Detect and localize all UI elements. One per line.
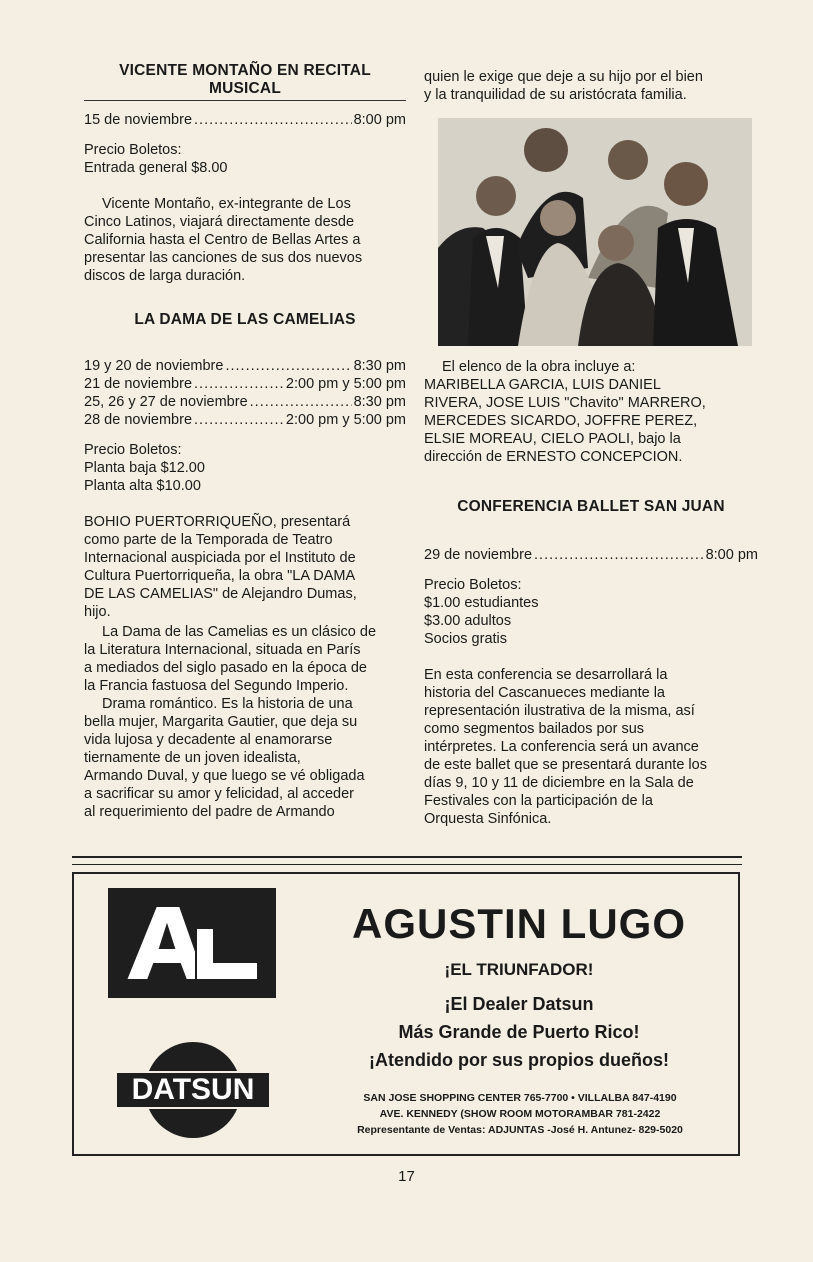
dealer-line3: ¡Atendido por sus propios dueños! bbox=[369, 1050, 669, 1070]
price-item: Socios gratis bbox=[424, 631, 508, 647]
recital-title-line1: VICENTE MONTAÑO EN RECITAL bbox=[119, 62, 371, 79]
dama-drama bbox=[84, 695, 406, 821]
right-column bbox=[424, 68, 758, 828]
price-item: $3.00 adultos bbox=[424, 613, 512, 629]
dealer-tagline: ¡EL TRIUNFADOR! bbox=[444, 960, 594, 979]
left-column bbox=[84, 62, 406, 821]
cast-photo bbox=[438, 118, 752, 346]
schedule-date: 29 de noviembre bbox=[424, 547, 533, 563]
text-line: MARIBELLA GARCIA, LUIS DANIEL bbox=[424, 377, 661, 393]
dama-section bbox=[84, 311, 406, 821]
datsun-brand: DATSUN bbox=[131, 1073, 255, 1106]
text-line: vida lujosa y decadente al enamorarse bbox=[84, 732, 333, 748]
text-line: California hasta el Centro de Bellas Artes a bbox=[84, 232, 361, 248]
text-line: como segmentos bailados por sus bbox=[424, 721, 645, 737]
price-item: $1.00 estudiantes bbox=[424, 595, 539, 611]
schedule-time: 2:00 pm y 5:00 pm bbox=[285, 412, 406, 428]
ballet-title: CONFERENCIA BALLET SAN JUAN bbox=[457, 498, 725, 515]
text-line: BOHIO PUERTORRIQUEÑO, presentará bbox=[84, 514, 351, 530]
schedule-time: 8:00 pm bbox=[353, 112, 406, 128]
dealer-line2: Más Grande de Puerto Rico! bbox=[398, 1022, 640, 1042]
schedule-row bbox=[424, 546, 758, 564]
divider bbox=[84, 100, 406, 101]
text-line: Cultura Puertorriqueña, la obra "LA DAMA bbox=[84, 568, 356, 584]
al-logo-icon bbox=[108, 888, 276, 998]
schedule-time: 8:30 pm bbox=[353, 358, 406, 374]
text-line: la Francia fastuosa del Segundo Imperio. bbox=[84, 678, 349, 694]
text-line: de este ballet que se presentará durante los bbox=[424, 757, 707, 773]
schedule-date: 21 de noviembre bbox=[84, 376, 193, 392]
text-line: a sacrificar su amor y felicidad, al acceder bbox=[84, 786, 354, 802]
text-line: La Dama de las Camelias es un clásico de bbox=[102, 624, 377, 640]
text-line: quien le exige que deje a su hijo por el bien bbox=[424, 69, 703, 85]
text-line: Festivales con la participación de la bbox=[424, 793, 653, 809]
text-line: a mediados del siglo pasado en la época de bbox=[84, 660, 367, 676]
text-line: bella mujer, Margarita Gautier, que deja su bbox=[84, 714, 358, 730]
text-line: hijo. bbox=[84, 604, 111, 620]
cast-photo-image bbox=[438, 118, 752, 346]
price-item: Planta baja $12.00 bbox=[84, 460, 205, 476]
datsun-logo bbox=[116, 1040, 270, 1140]
dealer-line1: ¡El Dealer Datsun bbox=[444, 994, 594, 1014]
text-line: Orquesta Sinfónica. bbox=[424, 811, 552, 827]
dealer-contact1: SAN JOSE SHOPPING CENTER 765-7700 • VILLALBA 847-4190 bbox=[363, 1092, 677, 1104]
section-divider bbox=[72, 856, 742, 865]
text-line: Drama romántico. Es la historia de una bbox=[102, 696, 353, 712]
text-line: presentar las canciones de sus dos nuevos bbox=[84, 250, 363, 266]
price-label: Precio Boletos: bbox=[84, 142, 182, 158]
dealer-name: AGUSTIN LUGO bbox=[352, 900, 686, 947]
schedule-row bbox=[84, 393, 406, 411]
text-line: representación ilustrativa de la misma, así bbox=[424, 703, 695, 719]
text-line: Vicente Montaño, ex-integrante de Los bbox=[102, 196, 351, 212]
schedule-row bbox=[84, 111, 406, 129]
ballet-section bbox=[424, 498, 758, 828]
al-logo bbox=[108, 888, 276, 998]
text-line: y la tranquilidad de su aristócrata familia. bbox=[424, 87, 687, 103]
text-line: En esta conferencia se desarrollará la bbox=[424, 667, 668, 683]
cast-list bbox=[424, 358, 758, 466]
text-line: El elenco de la obra incluye a: bbox=[442, 359, 636, 375]
price-item: Planta alta $10.00 bbox=[84, 478, 201, 494]
price-label: Precio Boletos: bbox=[424, 577, 522, 593]
schedule-date: 15 de noviembre bbox=[84, 112, 193, 128]
schedule-time: 2:00 pm y 5:00 pm bbox=[285, 376, 406, 392]
schedule-time: 8:30 pm bbox=[353, 394, 406, 410]
text-line: DE LAS CAMELIAS" de Alejandro Dumas, bbox=[84, 586, 357, 602]
text-line: la Literatura Internacional, situada en París bbox=[84, 642, 361, 658]
dama-continuation bbox=[424, 68, 758, 104]
page-number: 17 bbox=[398, 1168, 415, 1185]
text-line: tiernamente de un joven idealista, bbox=[84, 750, 301, 766]
recital-title-line2: MUSICAL bbox=[208, 80, 281, 97]
text-line: Internacional auspiciada por el Instituto de bbox=[84, 550, 356, 566]
dealer-contact3: Representante de Ventas: ADJUNTAS -José H. Antunez- 829-5020 bbox=[357, 1124, 683, 1136]
schedule-row bbox=[84, 357, 406, 375]
text-line: como parte de la Temporada de Teatro bbox=[84, 532, 333, 548]
recital-section bbox=[84, 62, 406, 285]
text-line: Armando Duval, y que luego se vé obligada bbox=[84, 768, 365, 784]
text-line: ELSIE MOREAU, CIELO PAOLI, bajo la bbox=[424, 431, 681, 447]
text-line: RIVERA, JOSE LUIS "Chavito" MARRERO, bbox=[424, 395, 706, 411]
dama-intro bbox=[84, 513, 406, 621]
schedule-date: 19 y 20 de noviembre bbox=[84, 358, 224, 374]
ballet-description bbox=[424, 666, 758, 828]
schedule-date: 25, 26 y 27 de noviembre bbox=[84, 394, 248, 410]
schedule-row bbox=[84, 375, 406, 393]
dealer-contact2: AVE. KENNEDY (SHOW ROOM MOTORAMBAR 781-2422 bbox=[379, 1108, 661, 1120]
price-label: Precio Boletos: bbox=[84, 442, 182, 458]
dama-title: LA DAMA DE LAS CAMELIAS bbox=[134, 311, 356, 328]
price-item: Entrada general $8.00 bbox=[84, 160, 228, 176]
dama-classic bbox=[84, 623, 406, 695]
text-line: al requerimiento del padre de Armando bbox=[84, 804, 335, 820]
text-line: MERCEDES SICARDO, JOFFRE PEREZ, bbox=[424, 413, 698, 429]
text-line: historia del Cascanueces mediante la bbox=[424, 685, 665, 701]
text-line: discos de larga duración. bbox=[84, 268, 246, 284]
text-line: intérpretes. La conferencia será un avance bbox=[424, 739, 699, 755]
schedule-date: 28 de noviembre bbox=[84, 412, 193, 428]
dealer-advertisement bbox=[72, 872, 740, 1156]
text-line: dirección de ERNESTO CONCEPCION. bbox=[424, 449, 683, 465]
schedule-row bbox=[84, 411, 406, 429]
schedule-time: 8:00 pm bbox=[705, 547, 758, 563]
text-line: Cinco Latinos, viajará directamente desde bbox=[84, 214, 355, 230]
text-line: días 9, 10 y 11 de diciembre en la Sala de bbox=[424, 775, 694, 791]
recital-description bbox=[84, 195, 406, 285]
